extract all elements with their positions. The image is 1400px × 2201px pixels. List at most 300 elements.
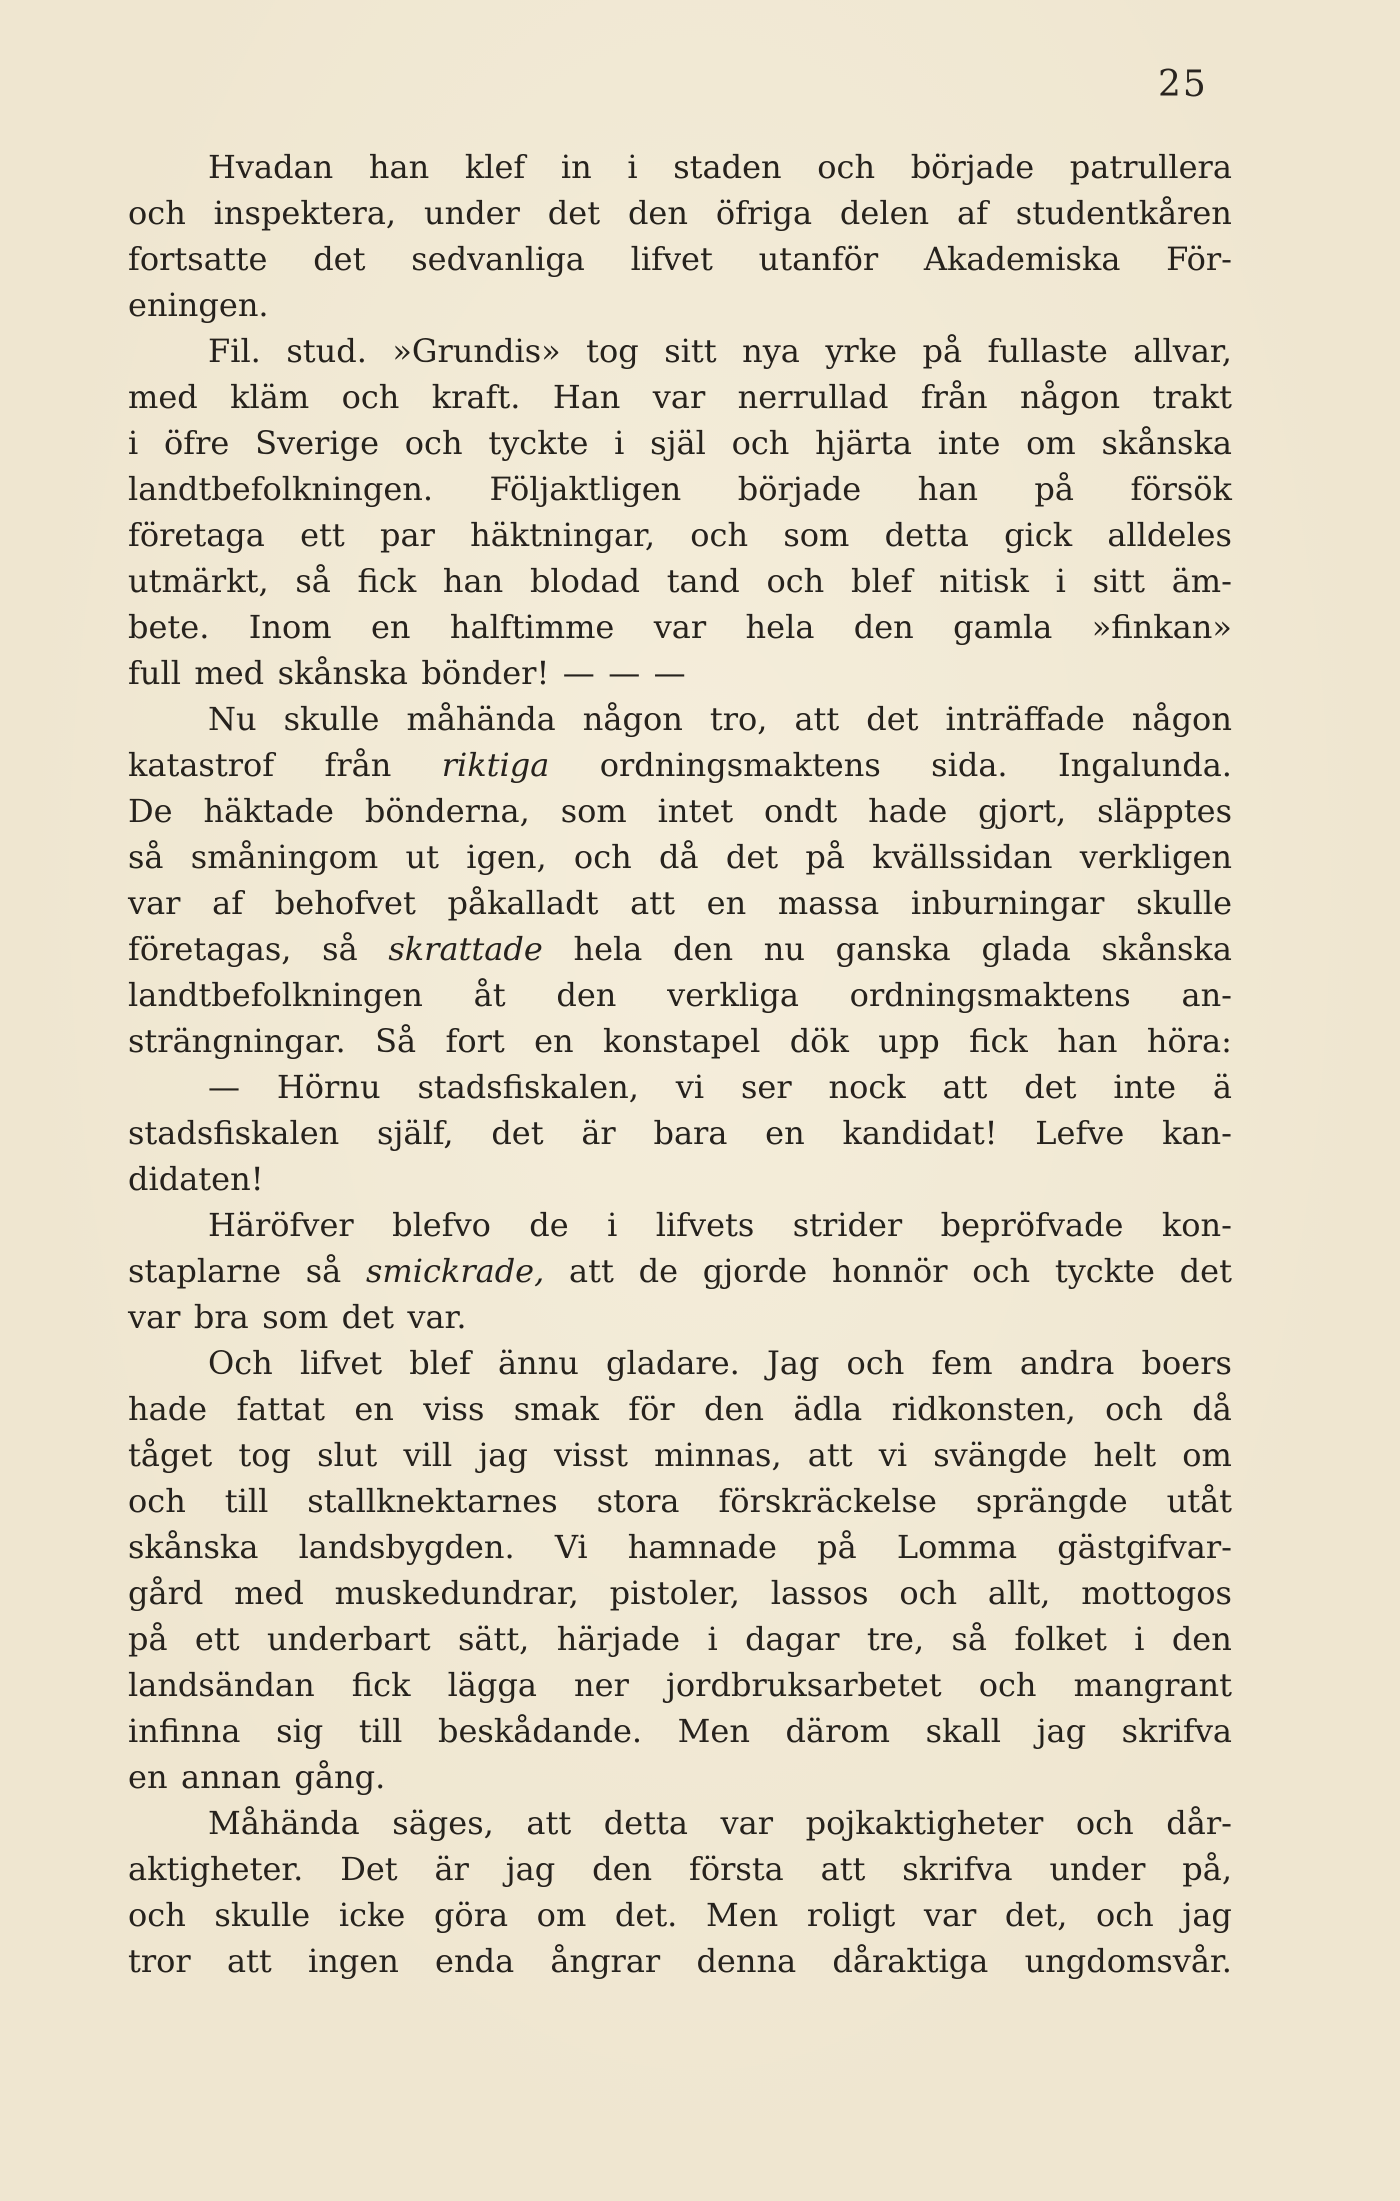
word: verkligen [1079, 838, 1232, 876]
word: inspektera, [213, 194, 397, 232]
word: fattat [236, 1390, 326, 1428]
word: lassos [770, 1574, 869, 1612]
word: smickrade, [366, 1252, 545, 1290]
word: det. [614, 1896, 678, 1934]
word: bönderna, [364, 792, 530, 830]
text-line [128, 696, 1232, 742]
word: inte [1113, 1068, 1177, 1106]
word: skånska [128, 1528, 259, 1566]
word: in [560, 148, 592, 186]
word: höra: [1146, 1022, 1232, 1060]
word: förskräckelse [718, 1482, 937, 1520]
word: vi [675, 1068, 705, 1106]
word: landsbygden. [298, 1528, 515, 1566]
word: det [1024, 1068, 1077, 1106]
word: gård [128, 1574, 204, 1612]
word: par [380, 516, 435, 554]
word: att [569, 1252, 614, 1290]
text-line [128, 1570, 1232, 1616]
word: nerrullad [737, 378, 889, 416]
word: sitt [1092, 562, 1145, 600]
word: intet [657, 792, 734, 830]
word: försök [1130, 470, 1232, 508]
word: de [638, 1252, 678, 1290]
word: han [442, 562, 504, 600]
word: yrke [825, 332, 898, 370]
word: någon [1020, 378, 1121, 416]
word: någon [582, 700, 683, 738]
word: ett [194, 1620, 240, 1658]
word: Han [552, 378, 621, 416]
word: skulle [283, 700, 380, 738]
text-line [128, 1524, 1232, 1570]
word: viss [423, 1390, 485, 1428]
text-line [128, 1892, 1232, 1938]
word: så [295, 562, 331, 600]
word: det [1179, 1252, 1232, 1290]
word: nock [828, 1068, 906, 1106]
word: är [581, 1114, 616, 1152]
word: småningom [190, 838, 379, 876]
word: landtbefolkningen. [128, 470, 434, 508]
word: och [978, 1666, 1037, 1704]
word: på [128, 1620, 168, 1658]
word: det, [1004, 1896, 1068, 1934]
word: landsändan [128, 1666, 315, 1704]
word: fick [351, 1666, 411, 1704]
word: dår- [1166, 1804, 1232, 1842]
word: var [923, 1896, 977, 1934]
word: så [951, 1620, 987, 1658]
word: nu [763, 930, 805, 968]
word: åt [473, 976, 506, 1014]
word: inträffade [945, 700, 1105, 738]
word: stud. [286, 332, 367, 370]
word: någon [1131, 700, 1232, 738]
word: jordbruksarbetet [665, 1666, 942, 1704]
word: allvar, [1133, 332, 1232, 370]
word: eningen. [128, 286, 269, 324]
word: var [128, 1298, 181, 1336]
word: ungdomsvår. [1024, 1942, 1232, 1980]
word: till [358, 1712, 403, 1750]
word: ädla [793, 1390, 863, 1428]
word: och [972, 1252, 1031, 1290]
word: full [128, 654, 181, 692]
word: jag [478, 1436, 528, 1474]
word: den [592, 1850, 653, 1888]
text-line [128, 834, 1232, 880]
text-line [128, 1800, 1232, 1846]
word: den [627, 194, 688, 232]
word: på, [1182, 1850, 1232, 1888]
word: roligt [806, 1896, 896, 1934]
word: Häröfver [208, 1206, 354, 1244]
word: skånska [277, 654, 408, 692]
word: underbart [266, 1620, 431, 1658]
word: började [737, 470, 862, 508]
word: Lomma [896, 1528, 1018, 1566]
word: halftimme [449, 608, 615, 646]
word: kandidat! [842, 1114, 998, 1152]
text-line [128, 466, 1232, 512]
word: första [688, 1850, 784, 1888]
word: andra [1019, 1344, 1115, 1382]
word: om [1026, 424, 1076, 462]
word: i [1055, 562, 1066, 600]
word: lifvets [655, 1206, 755, 1244]
word: Måhända [208, 1804, 360, 1842]
text-line [128, 558, 1232, 604]
text-line [128, 1386, 1232, 1432]
word: katastrof [128, 746, 275, 784]
word: i [627, 148, 638, 186]
word: och [731, 424, 790, 462]
word: tre, [866, 1620, 925, 1658]
word: pistoler, [609, 1574, 740, 1612]
word: behofvet [274, 884, 416, 922]
word: och [846, 1344, 905, 1382]
word: »Grundis» [392, 332, 561, 370]
word: till [224, 1482, 269, 1520]
word: sida. [931, 746, 1008, 784]
word: mottogos [1081, 1574, 1232, 1612]
word: tyckte [488, 424, 589, 462]
word: ondt [764, 792, 838, 830]
word: släpptes [1097, 792, 1232, 830]
word: jag [1036, 1712, 1087, 1750]
word: utmärkt, [128, 562, 269, 600]
word: som [560, 792, 627, 830]
word: företagas, [128, 930, 292, 968]
word: tyckte [1054, 1252, 1155, 1290]
word: gick [1004, 516, 1073, 554]
word: nitisk [939, 562, 1029, 600]
word: Så [375, 1022, 417, 1060]
text-line [128, 1018, 1232, 1064]
word: och [766, 562, 825, 600]
word: skrifva [1121, 1712, 1232, 1750]
word: studentkåren [1015, 194, 1232, 232]
word: då [659, 838, 699, 876]
word: skånska [1101, 930, 1232, 968]
word: och [404, 424, 463, 462]
word: var [720, 1804, 773, 1842]
word: på [805, 838, 845, 876]
word: att [794, 700, 840, 738]
word: gästgifvar- [1057, 1528, 1232, 1566]
word: — [562, 654, 595, 692]
word: i [614, 424, 625, 462]
word: bete. [128, 608, 210, 646]
word: — [608, 654, 641, 692]
word: lifvet [630, 240, 713, 278]
word: glada [981, 930, 1071, 968]
text-line [128, 144, 1232, 190]
word: skulle [1136, 884, 1232, 922]
word: lägga [447, 1666, 537, 1704]
word: i [707, 1620, 718, 1658]
word: delen [839, 194, 930, 232]
word: den [673, 930, 734, 968]
word: beskådande. [437, 1712, 643, 1750]
word: bönder! [421, 654, 550, 692]
word: den [1171, 1620, 1232, 1658]
word: jag [505, 1850, 556, 1888]
word: ner [574, 1666, 629, 1704]
word: häktade [203, 792, 334, 830]
word: fort [445, 1022, 505, 1060]
word: bepröfvade [940, 1206, 1124, 1244]
word: blef [850, 562, 913, 600]
word: helt [1093, 1436, 1157, 1474]
word: skulle [214, 1896, 311, 1934]
word: själ [650, 424, 706, 462]
word: sitt [664, 332, 717, 370]
page-number: 25 [1158, 64, 1208, 105]
text-line [128, 650, 1232, 696]
text-line [128, 604, 1232, 650]
word: kvällssidan [872, 838, 1053, 876]
word: en [534, 1022, 574, 1060]
word: an- [1181, 976, 1232, 1014]
word: den [556, 976, 617, 1014]
word: Akademiska [923, 240, 1121, 278]
word: blefvo [392, 1206, 491, 1244]
word: blef [409, 1344, 471, 1382]
word: patrullera [1069, 148, 1232, 186]
word: i [607, 1206, 618, 1244]
text-line [128, 1616, 1232, 1662]
word: Hörnu [276, 1068, 381, 1106]
word: och [128, 1896, 186, 1934]
word: Följaktligen [489, 470, 682, 508]
text-line [128, 236, 1232, 282]
word: icke [338, 1896, 406, 1934]
word: tog [238, 1436, 291, 1474]
word: som [262, 1298, 329, 1336]
word: göra [433, 1896, 509, 1934]
word: från [324, 746, 392, 784]
word: svängde [933, 1436, 1068, 1474]
word: detta [603, 1804, 688, 1842]
word: han [1057, 1022, 1118, 1060]
text-line [128, 1938, 1232, 1984]
word: kon- [1161, 1206, 1232, 1244]
word: mangrant [1073, 1666, 1232, 1704]
text-line [128, 190, 1232, 236]
word: ut [405, 838, 439, 876]
word: ett [300, 516, 345, 554]
text-line [128, 512, 1232, 558]
word: För- [1166, 240, 1232, 278]
word: smak [513, 1390, 599, 1428]
word: att [630, 884, 675, 922]
word: dök [789, 1022, 849, 1060]
word: och [690, 516, 749, 554]
word: detta [884, 516, 969, 554]
word: kan- [1162, 1114, 1232, 1152]
word: Det [340, 1850, 398, 1888]
word: tror [128, 1942, 191, 1980]
word: lifvet [299, 1344, 383, 1382]
word: påkalladt [447, 884, 599, 922]
word: under [1049, 1850, 1146, 1888]
word: folket [1014, 1620, 1107, 1658]
word: den [853, 608, 914, 646]
word: alldeles [1107, 516, 1232, 554]
text-line [128, 1846, 1232, 1892]
word: själf, [377, 1114, 454, 1152]
word: öfriga [715, 194, 813, 232]
word: kläm [230, 378, 310, 416]
word: är [434, 1850, 469, 1888]
word: det [547, 194, 601, 232]
word: med [194, 654, 265, 692]
word: för [628, 1390, 675, 1428]
word: och [817, 148, 876, 186]
text-line [128, 1478, 1232, 1524]
word: pojkaktigheter [805, 1804, 1044, 1842]
word: tand [666, 562, 740, 600]
word: tåget [128, 1436, 213, 1474]
word: och [1105, 1390, 1163, 1428]
word: verkliga [667, 976, 799, 1014]
word: Ingalunda. [1057, 746, 1232, 784]
word: och [573, 838, 632, 876]
word: en [765, 1114, 805, 1152]
word: klef [464, 148, 526, 186]
word: kraft. [431, 378, 521, 416]
word: fortsatte [128, 240, 268, 278]
text-line [128, 926, 1232, 972]
word: af [957, 194, 988, 232]
word: strängningar. [128, 1022, 346, 1060]
word: fullaste [987, 332, 1108, 370]
word: och [341, 378, 400, 416]
word: fick [969, 1022, 1028, 1060]
word: och [128, 1482, 186, 1520]
word: Inom [248, 608, 332, 646]
word: trakt [1152, 378, 1232, 416]
word: med [234, 1574, 304, 1612]
word: i [128, 424, 139, 462]
word: — [208, 1068, 240, 1106]
word: staden [673, 148, 782, 186]
text-line [128, 1202, 1232, 1248]
word: — [653, 654, 686, 692]
word: härjade [556, 1620, 681, 1658]
word: nya [742, 332, 800, 370]
word: Lefve [1035, 1114, 1125, 1152]
word: hamnade [627, 1528, 777, 1566]
word: ganska [835, 930, 951, 968]
word: fick [357, 562, 417, 600]
word: om [536, 1896, 587, 1934]
word: fem [931, 1344, 993, 1382]
word: i [1134, 1620, 1145, 1658]
word: stallknektarnes [307, 1482, 558, 1520]
word: gjort, [978, 792, 1067, 830]
text-line [128, 1248, 1232, 1294]
word: ännu [497, 1344, 579, 1382]
word: Vi [554, 1528, 588, 1566]
word: om [1182, 1436, 1232, 1474]
word: annan [180, 1758, 281, 1796]
word: massa [777, 884, 880, 922]
word: att [226, 1942, 272, 1980]
text-line [128, 880, 1232, 926]
word: att [942, 1068, 988, 1106]
word: De [128, 792, 173, 830]
word: att [820, 1850, 866, 1888]
word: så [305, 1252, 342, 1290]
word: gång. [294, 1758, 386, 1796]
word: på [922, 332, 963, 370]
word: tro, [709, 700, 768, 738]
word: konstapel [603, 1022, 761, 1060]
word: en [128, 1758, 168, 1796]
word: stora [596, 1482, 680, 1520]
word: och [1095, 1896, 1154, 1934]
word: äm- [1171, 562, 1232, 600]
word: måhända [406, 700, 556, 738]
text-line [128, 1064, 1232, 1110]
word: enda [435, 1942, 515, 1980]
text-line [128, 972, 1232, 1018]
word: Jag [766, 1344, 820, 1382]
text-line [128, 1110, 1232, 1156]
word: allt, [987, 1574, 1051, 1612]
word: hjärta [815, 424, 912, 462]
text-line [128, 788, 1232, 834]
word: staplarne [128, 1252, 281, 1290]
word: gladare. [606, 1344, 740, 1382]
word: boers [1141, 1344, 1232, 1382]
word: ser [740, 1068, 792, 1106]
word: infinna [128, 1712, 241, 1750]
word: var. [407, 1298, 467, 1336]
word: det [341, 1298, 394, 1336]
word: ångrar [550, 1942, 661, 1980]
word: skrattade [388, 930, 543, 968]
word: bra [193, 1298, 249, 1336]
word: Sverige [255, 424, 379, 462]
word: denna [696, 1942, 797, 1980]
word: vill [403, 1436, 453, 1474]
word: minnas, [654, 1436, 782, 1474]
word: och [1075, 1804, 1134, 1842]
word: strider [792, 1206, 903, 1244]
word: började [910, 148, 1035, 186]
word: stadsfiskalen, [417, 1068, 639, 1106]
word: Hvadan [208, 148, 334, 186]
word: sedvanliga [411, 240, 585, 278]
word: stadsfiskalen [128, 1114, 340, 1152]
word: att [526, 1804, 572, 1842]
word: sätt, [457, 1620, 530, 1658]
word: skånska [1101, 424, 1232, 462]
word: hela [745, 608, 815, 646]
word: och [128, 194, 186, 232]
word: ridkonsten, [891, 1390, 1076, 1428]
word: inburningar [910, 884, 1105, 922]
text-line [128, 420, 1232, 466]
text-line [128, 1432, 1232, 1478]
word: riktiga [441, 746, 550, 784]
word: från [920, 378, 988, 416]
word: sprängde [975, 1482, 1128, 1520]
